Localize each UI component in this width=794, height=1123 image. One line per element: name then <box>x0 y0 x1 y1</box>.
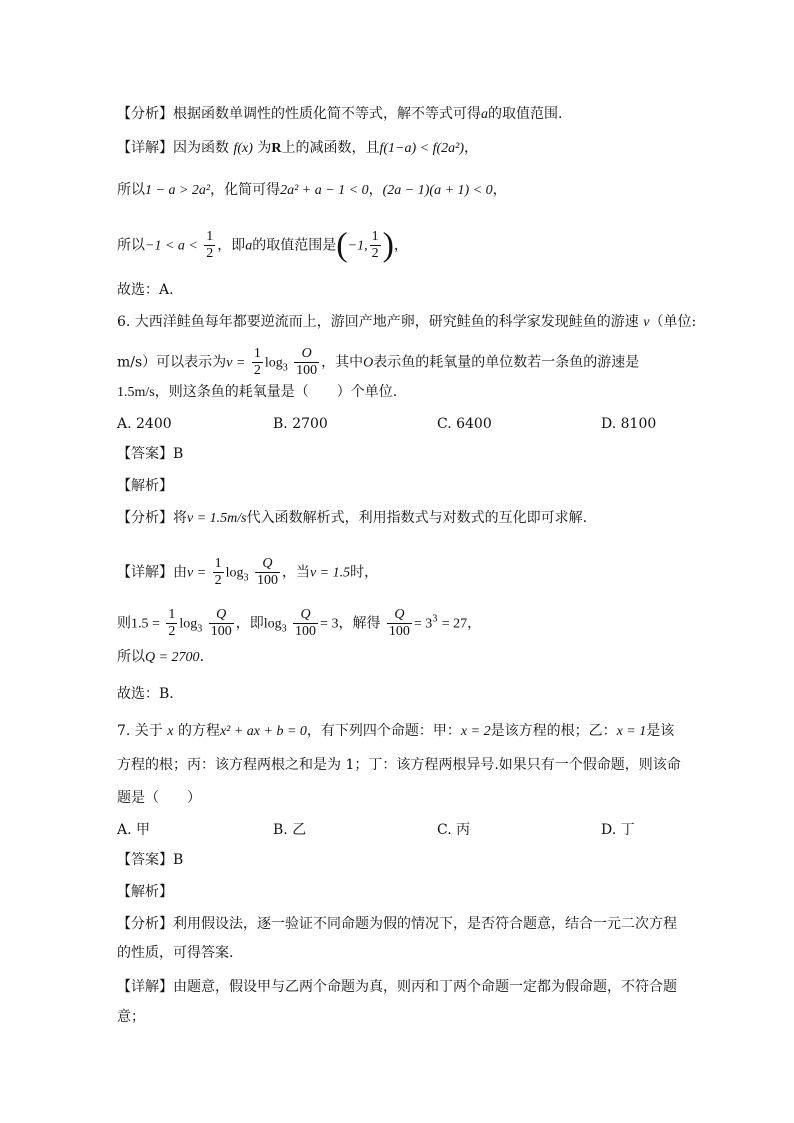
q6-option-d: D. 8100 <box>601 416 657 432</box>
q7-option-b: B. 乙 <box>273 822 307 838</box>
q7-analysis-label: 【解析】 <box>117 884 173 900</box>
q6-analysis: 【分析】将v = 1.5m/s代入函数解析式，利用指数式与对数式的互化即可求解. <box>117 510 588 526</box>
fraction: $\frac{1}{2}$ <box>206 229 214 261</box>
q7-answer: 【答案】B <box>117 852 184 868</box>
q6-option-a: A. 2400 <box>117 416 172 432</box>
q6-stem-line-2: m/s）可以表示为v = $\frac{1}{2}$ $\log_3$ $\frac{O}{100}$ ，其中O表示鱼的耗氧量的单位数若一条鱼的游速是 <box>117 346 640 378</box>
q6-analysis-label: 【解析】 <box>117 478 173 494</box>
q6-answer: 【答案】B <box>117 446 184 462</box>
q6-detail-1: 【详解】由v = $\frac{1}{2}$ $\log_3$ $\frac{Q}{100}$ ，当v = 1.5时， <box>117 556 379 588</box>
detail-line-2: 所以1 − a > 2a²，化简可得2a² + a − 1 < 0，(2a − 1)(a + 1) < 0， <box>117 182 507 198</box>
q6-detail-2: 则1.5 = $\frac{1}{2}$ $\log_3$ $\frac{Q}{100}$ ，即$\log_3$ $\frac{Q}{100}$ = 3，解得 $\frac{Q}{100}$ = $3^3 = 27$， <box>117 607 482 639</box>
q6-option-b: B. 2700 <box>273 416 328 432</box>
q6-stem-line-3: 1.5m/s，则这条鱼的耗氧量是（ ）个单位. <box>117 384 398 400</box>
q7-analysis-line-1: 【分析】利用假设法，逐一验证不同命题为假的情况下，是否符合题意，结合一元二次方程 <box>117 916 677 932</box>
q6-stem-line-1: 6. 大西洋鲑鱼每年都要逆流而上，游回产地产卵，研究鲑鱼的科学家发现鲑鱼的游速 v（单位: <box>117 314 697 330</box>
choice-line: 故选：A. <box>117 282 174 298</box>
q6-detail-3: 所以Q = 2700. <box>117 649 205 665</box>
q7-analysis-line-2: 的性质，可得答案. <box>117 945 234 961</box>
q7-option-d: D. 丁 <box>601 822 635 838</box>
q7-stem-line-2: 方程的根；丙：该方程两根之和是为 1；丁：该方程两根异号.如果只有一个假命题，则该命 <box>117 757 681 773</box>
q7-option-a: A. 甲 <box>117 822 151 838</box>
q7-detail-line-1: 【详解】由题意，假设甲与乙两个命题为真，则丙和丁两个命题一定都为假命题，不符合题 <box>117 979 677 995</box>
q7-detail-line-2: 意； <box>117 1009 145 1025</box>
q7-stem-line-3: 题是（ ） <box>117 790 201 806</box>
q6-choice: 故选：B. <box>117 686 174 702</box>
q6-option-c: C. 6400 <box>437 416 492 432</box>
q7-stem-line-1: 7. 关于 x 的方程x² + ax + b = 0，有下列四个命题：甲：x = 2是该方程的根；乙：x = 1是该 <box>117 723 675 739</box>
detail-line-3: 所以−1 < a < $\frac{1}{2}$ ，即a的取值范围是(−1, $\frac{1}{2}$ )， <box>117 226 408 264</box>
q7-option-c: C. 丙 <box>437 822 471 838</box>
detail-line-1: 【详解】因为函数 f(x) 为R上的减函数，且f(1−a) < f(2a²)， <box>117 140 478 156</box>
analysis-line: 【分析】根据函数单调性的性质化简不等式，解不等式可得a的取值范围. <box>117 106 563 122</box>
